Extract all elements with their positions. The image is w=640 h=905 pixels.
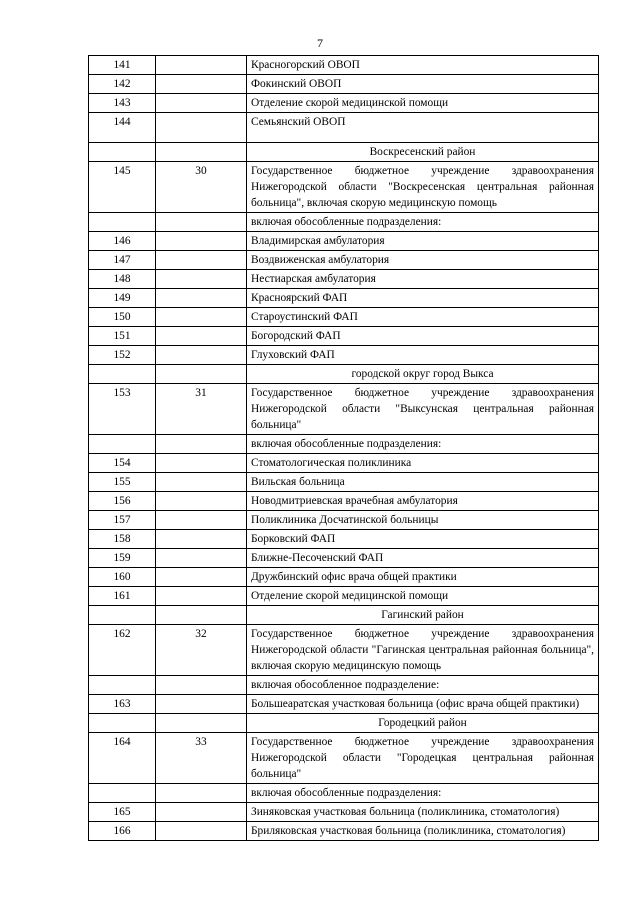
- subdivision-name-cell: Бриляковская участковая больница (поликлиника, стоматология): [247, 822, 599, 841]
- row-number-cell: [89, 365, 156, 384]
- table-row: [89, 568, 599, 587]
- row-number-cell: 161: [89, 587, 156, 606]
- organization-number-cell: [156, 695, 247, 714]
- district-header-cell: Городецкий район: [247, 714, 599, 733]
- row-number-cell: [89, 714, 156, 733]
- organization-number-cell: [156, 435, 247, 454]
- table-row: [89, 327, 599, 346]
- subdivision-name-cell: Отделение скорой медицинской помощи: [247, 94, 599, 113]
- subdivision-name-cell: Отделение скорой медицинской помощи: [247, 587, 599, 606]
- subdivision-name-cell: Староустинский ФАП: [247, 308, 599, 327]
- row-number-cell: 148: [89, 270, 156, 289]
- table-row: [89, 511, 599, 530]
- row-number-cell: [89, 676, 156, 695]
- subdivision-name-cell: Дружбинский офис врача общей практики: [247, 568, 599, 587]
- organization-number-cell: [156, 346, 247, 365]
- subdivision-note-cell: включая обособленные подразделения:: [247, 784, 599, 803]
- row-number-cell: 146: [89, 232, 156, 251]
- subdivision-name-cell: Красногорский ОВОП: [247, 56, 599, 75]
- subdivision-note-cell: включая обособленные подразделения:: [247, 213, 599, 232]
- table-row: [89, 822, 599, 841]
- row-number-cell: 158: [89, 530, 156, 549]
- subdivision-name-cell: Зиняковская участковая больница (поликлиника, стоматология): [247, 803, 599, 822]
- subdivision-name-cell: Фокинский ОВОП: [247, 75, 599, 94]
- organization-number-cell: [156, 232, 247, 251]
- organization-number-cell: [156, 270, 247, 289]
- organization-number-cell: [156, 213, 247, 232]
- organization-number-cell: [156, 511, 247, 530]
- page-number: 7: [317, 36, 323, 50]
- organization-number-cell: [156, 473, 247, 492]
- district-header-cell: городской округ город Выкса: [247, 365, 599, 384]
- row-number-cell: 159: [89, 549, 156, 568]
- district-header-cell: Гагинский район: [247, 606, 599, 625]
- row-number-cell: [89, 784, 156, 803]
- organization-number-cell: [156, 75, 247, 94]
- table-row: [89, 492, 599, 511]
- row-number-cell: 162: [89, 625, 156, 676]
- medical-organizations-table: [88, 55, 599, 841]
- table-row: [89, 606, 599, 625]
- row-number-cell: 163: [89, 695, 156, 714]
- subdivision-name-cell: Красноярский ФАП: [247, 289, 599, 308]
- table-row: [89, 232, 599, 251]
- subdivision-name-cell: Новодмитриевская врачебная амбулатория: [247, 492, 599, 511]
- table-row: [89, 143, 599, 162]
- subdivision-name-cell: Большеаратская участковая больница (офис врача общей практики): [247, 695, 599, 714]
- table-row: [89, 308, 599, 327]
- row-number-cell: [89, 143, 156, 162]
- organization-number-cell: 32: [156, 625, 247, 676]
- row-number-cell: 141: [89, 56, 156, 75]
- subdivision-note-cell: включая обособленное подразделение:: [247, 676, 599, 695]
- organization-number-cell: [156, 113, 247, 143]
- organization-number-cell: [156, 549, 247, 568]
- organization-number-cell: [156, 94, 247, 113]
- table-row: [89, 113, 599, 143]
- row-number-cell: 142: [89, 75, 156, 94]
- subdivision-name-cell: Семьянский ОВОП: [247, 113, 599, 143]
- organization-number-cell: [156, 492, 247, 511]
- table-row: [89, 625, 599, 676]
- organization-number-cell: 31: [156, 384, 247, 435]
- table-row: [89, 213, 599, 232]
- organization-number-cell: [156, 606, 247, 625]
- organization-number-cell: [156, 143, 247, 162]
- table-row: [89, 549, 599, 568]
- row-number-cell: 165: [89, 803, 156, 822]
- table-row: [89, 530, 599, 549]
- organization-name-cell: Государственное бюджетное учреждение здравоохранения Нижегородской области "Гагинская центральная районная больница", включая скорую медицинскую помощь: [247, 625, 599, 676]
- table-row: [89, 384, 599, 435]
- organization-number-cell: [156, 822, 247, 841]
- row-number-cell: 143: [89, 94, 156, 113]
- row-number-cell: 147: [89, 251, 156, 270]
- subdivision-name-cell: Ближне-Песоченский ФАП: [247, 549, 599, 568]
- organization-number-cell: 30: [156, 162, 247, 213]
- organization-number-cell: [156, 289, 247, 308]
- table-row: [89, 94, 599, 113]
- district-header-cell: Воскресенский район: [247, 143, 599, 162]
- row-number-cell: 164: [89, 733, 156, 784]
- table-row: [89, 454, 599, 473]
- subdivision-name-cell: Воздвиженская амбулатория: [247, 251, 599, 270]
- row-number-cell: 149: [89, 289, 156, 308]
- table-row: [89, 695, 599, 714]
- row-number-cell: 166: [89, 822, 156, 841]
- organization-number-cell: [156, 587, 247, 606]
- table-row: [89, 289, 599, 308]
- table-body: [89, 56, 599, 841]
- organization-number-cell: [156, 454, 247, 473]
- organization-number-cell: 33: [156, 733, 247, 784]
- subdivision-note-cell: включая обособленные подразделения:: [247, 435, 599, 454]
- row-number-cell: 151: [89, 327, 156, 346]
- row-number-cell: 157: [89, 511, 156, 530]
- row-number-cell: 160: [89, 568, 156, 587]
- row-number-cell: 152: [89, 346, 156, 365]
- organization-name-cell: Государственное бюджетное учреждение здравоохранения Нижегородской области "Городецкая центральная районная больница": [247, 733, 599, 784]
- subdivision-name-cell: Борковский ФАП: [247, 530, 599, 549]
- subdivision-name-cell: Поликлиника Досчатинской больницы: [247, 511, 599, 530]
- organization-number-cell: [156, 530, 247, 549]
- organization-name-cell: Государственное бюджетное учреждение здравоохранения Нижегородской области "Воскресенская центральная районная больница", включая скорую медицинскую помощь: [247, 162, 599, 213]
- table-row: [89, 733, 599, 784]
- table-row: [89, 162, 599, 213]
- organization-number-cell: [156, 251, 247, 270]
- table-row: [89, 270, 599, 289]
- organization-number-cell: [156, 327, 247, 346]
- organization-name-cell: Государственное бюджетное учреждение здравоохранения Нижегородской области "Выксунская центральная районная больница": [247, 384, 599, 435]
- subdivision-name-cell: Богородский ФАП: [247, 327, 599, 346]
- row-number-cell: 144: [89, 113, 156, 143]
- table-row: [89, 587, 599, 606]
- row-number-cell: 155: [89, 473, 156, 492]
- table-row: [89, 251, 599, 270]
- row-number-cell: [89, 435, 156, 454]
- subdivision-name-cell: Вильская больница: [247, 473, 599, 492]
- table-row: [89, 676, 599, 695]
- organization-number-cell: [156, 308, 247, 327]
- row-number-cell: 145: [89, 162, 156, 213]
- row-number-cell: 154: [89, 454, 156, 473]
- table-row: [89, 714, 599, 733]
- row-number-cell: [89, 213, 156, 232]
- subdivision-name-cell: Стоматологическая поликлиника: [247, 454, 599, 473]
- table-row: [89, 365, 599, 384]
- table-row: [89, 346, 599, 365]
- row-number-cell: [89, 606, 156, 625]
- organization-number-cell: [156, 803, 247, 822]
- subdivision-name-cell: Владимирская амбулатория: [247, 232, 599, 251]
- table-row: [89, 803, 599, 822]
- organization-number-cell: [156, 365, 247, 384]
- row-number-cell: 150: [89, 308, 156, 327]
- organization-number-cell: [156, 784, 247, 803]
- subdivision-name-cell: Нестиарская амбулатория: [247, 270, 599, 289]
- table-row: [89, 435, 599, 454]
- organization-number-cell: [156, 568, 247, 587]
- table-row: [89, 56, 599, 75]
- organization-number-cell: [156, 676, 247, 695]
- organization-number-cell: [156, 714, 247, 733]
- table-row: [89, 473, 599, 492]
- row-number-cell: 156: [89, 492, 156, 511]
- subdivision-name-cell: Глуховский ФАП: [247, 346, 599, 365]
- table-row: [89, 784, 599, 803]
- organization-number-cell: [156, 56, 247, 75]
- row-number-cell: 153: [89, 384, 156, 435]
- table-row: [89, 75, 599, 94]
